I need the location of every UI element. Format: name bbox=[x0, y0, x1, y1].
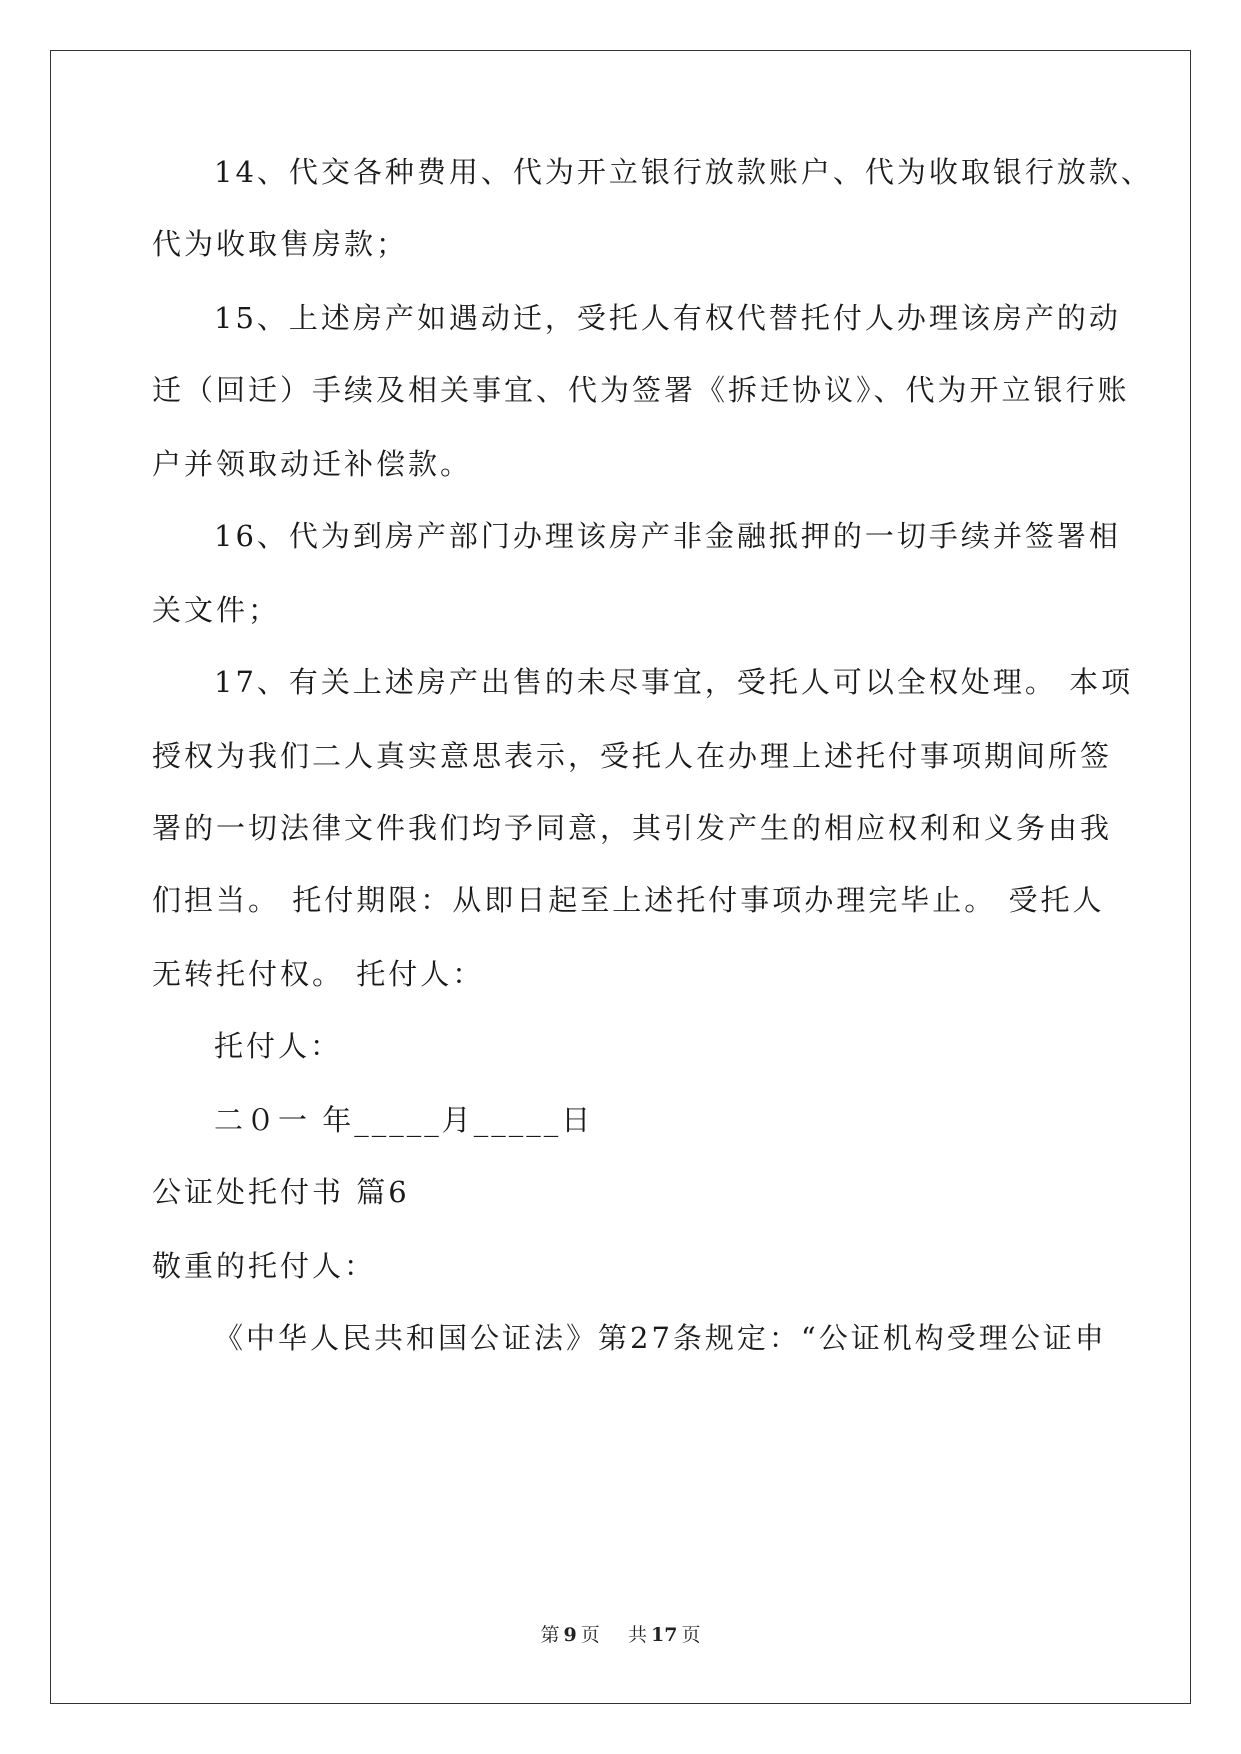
total-pages: 17 bbox=[650, 1624, 678, 1646]
body-line-17: 《中华人民共和国公证法》第27条规定：“公证机构受理公证申 bbox=[214, 1321, 1107, 1355]
body-line-6: 16、代为到房产部门办理该房产非金融抵押的一切手续并签署相 bbox=[214, 519, 1121, 553]
section-heading: 公证处托付书 篇6 bbox=[152, 1175, 410, 1209]
body-line-8: 17、有关上述房产出售的未尽事宜，受托人可以全权处理。 本项 bbox=[214, 665, 1134, 699]
page-footer bbox=[0, 1620, 1241, 1647]
body-line-4: 迁（回迁）手续及相关事宜、代为签署《拆迁协议》、代为开立银行账 bbox=[152, 373, 1130, 407]
page-number: 9 bbox=[563, 1624, 577, 1646]
body-line-3: 15、上述房产如遇动迁，受托人有权代替托付人办理该房产的动 bbox=[214, 301, 1121, 335]
body-line-5: 户并领取动迁补偿款。 bbox=[152, 447, 473, 481]
body-line-9: 授权为我们二人真实意思表示，受托人在办理上述托付事项期间所签 bbox=[152, 739, 1113, 773]
total-suffix: 页 bbox=[681, 1624, 701, 1646]
body-line-1: 14、代交各种费用、代为开立银行放款账户、代为收取银行放款、 bbox=[214, 155, 1153, 189]
body-line-10: 署的一切法律文件我们均予同意，其引发产生的相应权利和义务由我 bbox=[152, 811, 1113, 845]
page-prefix: 第 bbox=[540, 1624, 560, 1646]
signature-line-truster: 托付人： bbox=[214, 1029, 343, 1063]
body-line-11: 们担当。 托付期限：从即日起至上述托付事项办理完毕止。 受托人 bbox=[152, 883, 1105, 917]
salutation: 敬重的托付人： bbox=[152, 1249, 377, 1283]
total-prefix: 共 bbox=[627, 1624, 647, 1646]
page-suffix: 页 bbox=[580, 1624, 600, 1646]
body-line-12: 无转托付权。 托付人： bbox=[152, 957, 485, 991]
date-line: 二０一 年_____月_____日 bbox=[214, 1103, 594, 1137]
body-line-7: 关文件； bbox=[152, 593, 281, 627]
body-line-2: 代为收取售房款； bbox=[152, 227, 409, 261]
